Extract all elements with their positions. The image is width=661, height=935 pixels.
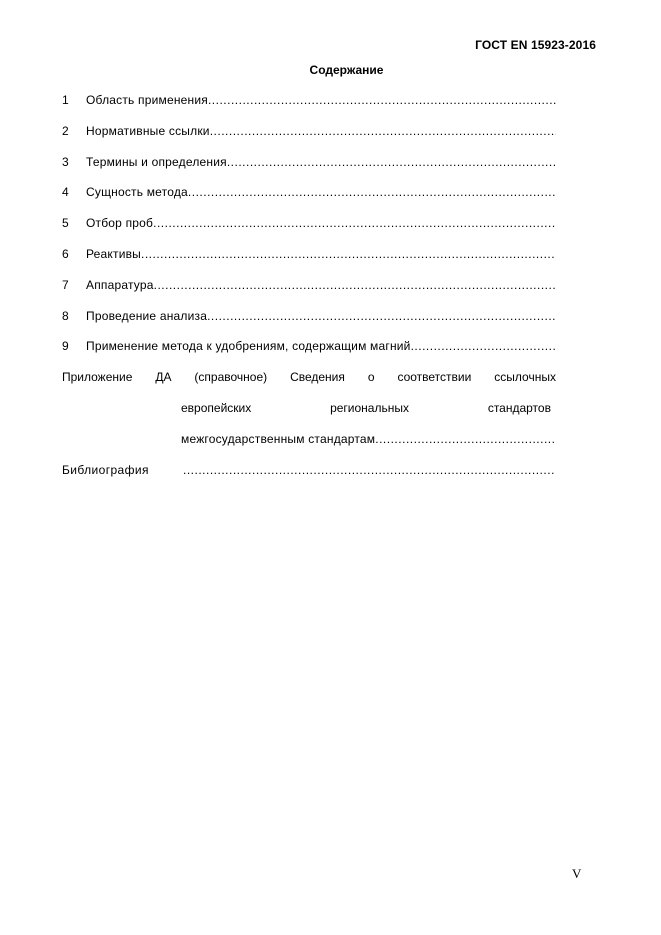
toc-item-number: 7 xyxy=(62,277,69,292)
appendix-word: европейских xyxy=(181,400,252,415)
toc-item-label: Сущность метода xyxy=(86,185,188,200)
toc-item-3[interactable] xyxy=(62,155,556,186)
toc-item-7[interactable] xyxy=(62,278,556,309)
appendix-word: Сведения xyxy=(290,370,345,385)
toc-title: Содержание xyxy=(309,63,384,77)
dot-leader xyxy=(188,185,556,199)
appendix-word: ДА xyxy=(155,370,172,385)
toc-item-appendix-da[interactable] xyxy=(62,370,556,462)
toc-item-6[interactable] xyxy=(62,247,556,278)
toc-item-number: 6 xyxy=(62,246,69,261)
toc-item-number: 1 xyxy=(62,93,69,107)
page-number: V xyxy=(572,866,582,881)
appendix-word: Приложение xyxy=(62,370,133,385)
appendix-word: о xyxy=(367,370,375,385)
toc-item-label: Термины и определения xyxy=(86,154,227,169)
dot-leader xyxy=(207,309,556,323)
document-code: ГОСТ EN 15923-2016 xyxy=(475,38,596,52)
toc-item-number: 2 xyxy=(62,123,69,138)
appendix-line-3-text: межгосударственным стандартам xyxy=(181,431,376,446)
dot-leader xyxy=(141,247,556,261)
appendix-title-line-1 xyxy=(62,370,556,401)
table-of-contents xyxy=(62,93,556,493)
toc-item-label: Реактивы xyxy=(86,246,142,261)
toc-item-number: 8 xyxy=(62,308,69,323)
toc-item-1[interactable] xyxy=(62,93,556,124)
toc-item-number: 5 xyxy=(62,216,69,231)
dot-leader xyxy=(210,124,556,138)
toc-item-number: 4 xyxy=(62,185,69,200)
appendix-word: (справочное) xyxy=(194,370,268,385)
dot-leader xyxy=(208,93,556,107)
dot-leader xyxy=(375,432,556,463)
toc-item-8[interactable] xyxy=(62,309,556,340)
toc-item-bibliography[interactable] xyxy=(62,463,556,494)
dot-leader xyxy=(227,155,556,169)
toc-item-2[interactable] xyxy=(62,124,556,155)
toc-item-number: 3 xyxy=(62,154,69,169)
dot-leader xyxy=(183,463,556,494)
appendix-word: соответствии xyxy=(397,370,472,385)
appendix-word: стандартов xyxy=(487,400,551,415)
appendix-word: ссылочных xyxy=(494,370,556,385)
toc-item-label: Применение метода к удобрениям, содержащим магний xyxy=(86,339,411,354)
toc-item-label: Нормативные ссылки xyxy=(86,123,210,138)
appendix-title-line-3 xyxy=(62,432,556,463)
toc-item-label: Отбор проб xyxy=(86,216,154,231)
toc-item-9[interactable] xyxy=(62,339,556,370)
dot-leader xyxy=(411,339,556,353)
toc-item-label: Проведение анализа xyxy=(86,308,208,323)
bibliography-label: Библиография xyxy=(62,462,149,477)
toc-item-label: Аппаратура xyxy=(86,277,154,292)
appendix-title-line-2 xyxy=(62,401,556,432)
dot-leader xyxy=(153,216,556,230)
dot-leader xyxy=(154,278,556,292)
toc-item-5[interactable] xyxy=(62,216,556,247)
appendix-word: региональных xyxy=(330,400,409,415)
toc-item-label: Область применения xyxy=(86,93,208,107)
toc-item-4[interactable] xyxy=(62,185,556,216)
toc-item-number: 9 xyxy=(62,339,69,354)
